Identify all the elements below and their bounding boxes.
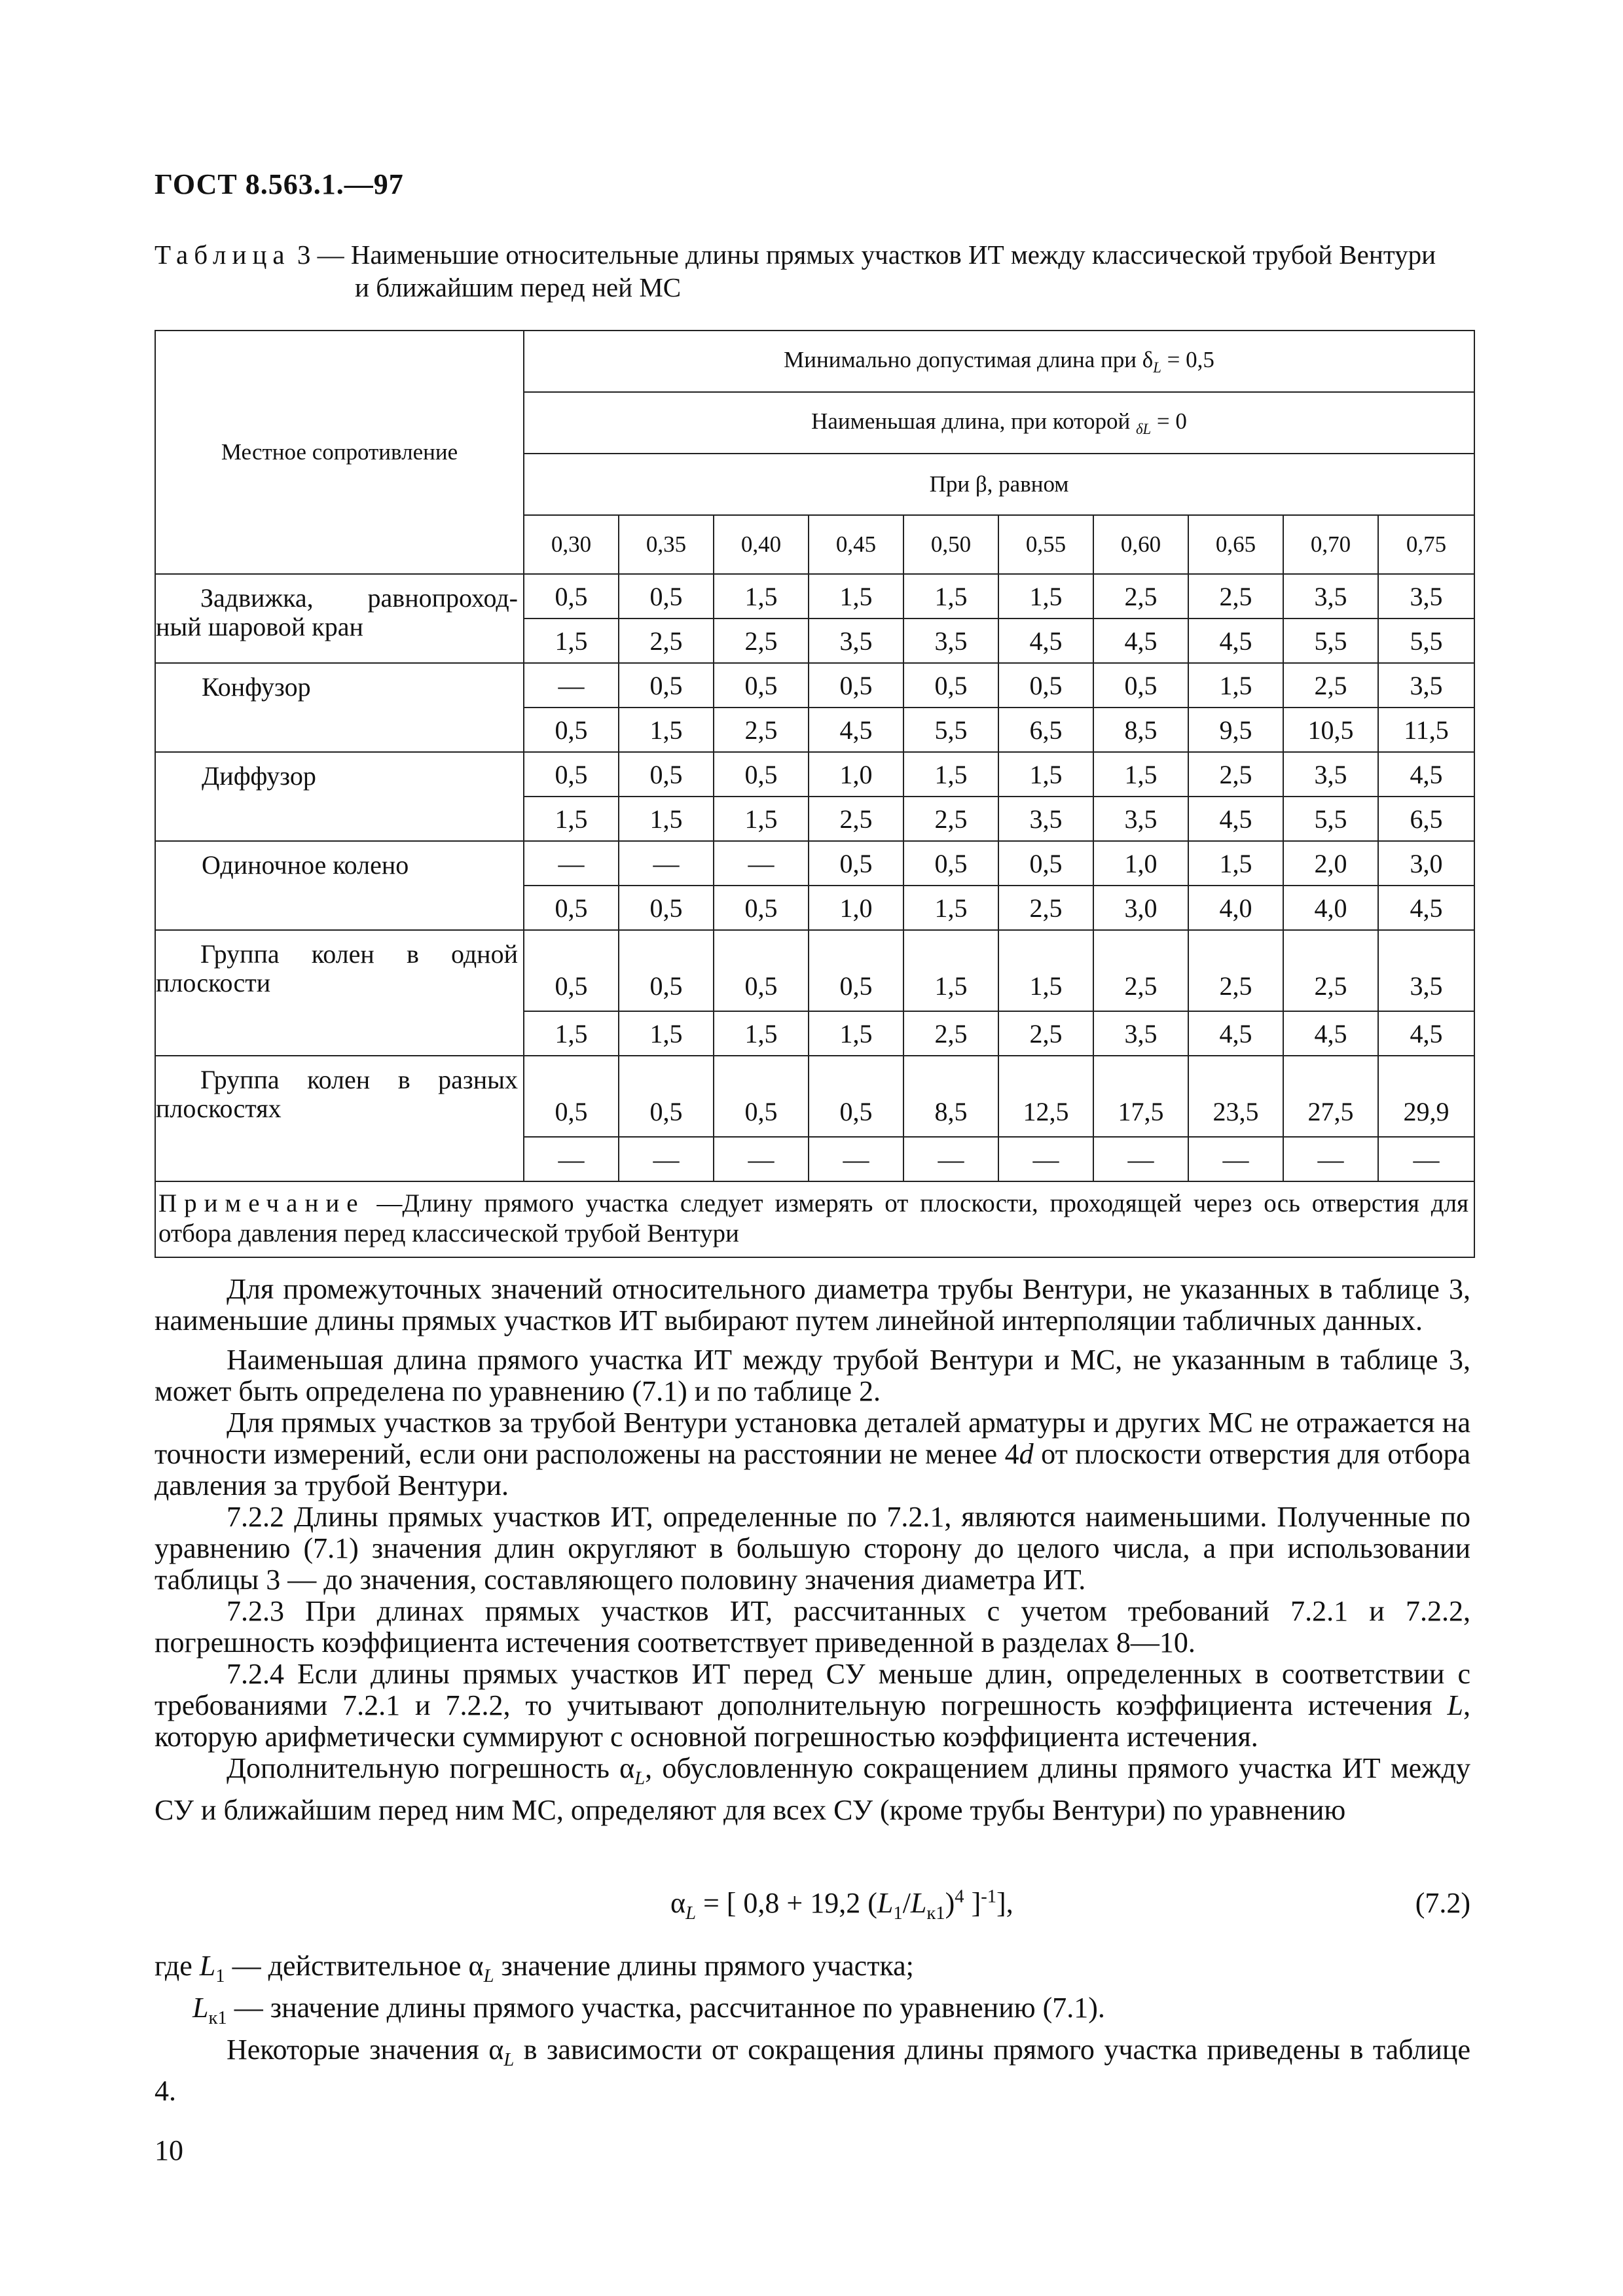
eq-powm1: -1	[981, 1886, 997, 1907]
table-cell: 0,5	[524, 708, 619, 752]
table-number: 3	[297, 240, 311, 270]
beta-header-cell: 0,50	[903, 515, 998, 574]
table-cell: 2,5	[1093, 930, 1188, 1011]
paragraph-italic: d	[1019, 1438, 1034, 1470]
header-least-length-text: Наименьшая длина, при которой	[811, 408, 1136, 434]
where-block	[155, 1950, 1470, 2107]
table-cell: —	[1283, 1137, 1378, 1181]
table-cell: 0,5	[524, 1056, 619, 1137]
eq-l1-sub: 1	[893, 1903, 903, 1924]
table-cell: 4,5	[1093, 619, 1188, 663]
table-cell: —	[524, 1137, 619, 1181]
row-label-text: Конфузор	[202, 672, 311, 702]
table-cell: 2,5	[1188, 752, 1283, 797]
eq-lhs: α	[670, 1887, 686, 1919]
table-cell: 3,5	[1378, 663, 1474, 708]
table-cell: 0,5	[619, 930, 714, 1011]
row-label-line1: Группа колен в разных	[200, 1065, 518, 1094]
paragraph-part: Некоторые значения α	[227, 2033, 504, 2066]
row-label	[155, 752, 524, 841]
table-cell: 1,5	[1188, 663, 1283, 708]
where-lk-sub: к1	[208, 2007, 227, 2028]
table-cell: 3,5	[1283, 752, 1378, 797]
beta-header-cell: 0,45	[809, 515, 903, 574]
note-label: Примечание	[158, 1189, 365, 1217]
header-least-length-sub: δL	[1135, 420, 1152, 437]
row-label	[155, 841, 524, 930]
row-label	[155, 574, 524, 663]
table-cell: 1,5	[1188, 841, 1283, 886]
table-cell: 1,0	[809, 886, 903, 930]
table-note	[155, 1181, 1474, 1257]
paragraph	[155, 1753, 1470, 1826]
table-cell: —	[1188, 1137, 1283, 1181]
table-cell: 4,5	[1188, 619, 1283, 663]
table-cell: 23,5	[1188, 1056, 1283, 1137]
table-cell: 0,5	[998, 841, 1093, 886]
equation-formula	[670, 1886, 1013, 1924]
table-cell: —	[809, 1137, 903, 1181]
table-cell: 27,5	[1283, 1056, 1378, 1137]
table-cell: —	[714, 1137, 809, 1181]
table-cell: 1,5	[809, 574, 903, 619]
table-row	[155, 574, 1474, 619]
paragraph: 7.2.3 При длинах прямых участков ИТ, рассчитанных с учетом требований 7.2.1 и 7.2.2, погрешность коэффициента истечения соответствует приведенной в разделах 8—10.	[155, 1595, 1470, 1659]
table-cell: —	[903, 1137, 998, 1181]
row-label-line2: плоскостях	[156, 1094, 282, 1123]
table-cell: 11,5	[1378, 708, 1474, 752]
eq-lk-sub: к1	[926, 1903, 945, 1924]
table-cell: 0,5	[714, 886, 809, 930]
table-cell: 0,5	[1093, 663, 1188, 708]
table-cell: 0,5	[998, 663, 1093, 708]
table-cell: 5,5	[1283, 797, 1378, 841]
table-3	[155, 330, 1475, 1258]
header-min-length	[524, 331, 1474, 392]
table-cell: 1,5	[903, 752, 998, 797]
eq-lhs-sub: L	[685, 1903, 696, 1924]
paragraph-italic: L	[1447, 1689, 1463, 1721]
where-text: — значение длины прямого участка, рассчитанное по уравнению (7.1).	[227, 1991, 1105, 2024]
document-header: ГОСТ 8.563.1.—97	[155, 168, 404, 200]
table-cell: 2,5	[998, 1011, 1093, 1056]
table-cell: 1,5	[714, 1011, 809, 1056]
body-text	[155, 1274, 1470, 1826]
eq-l1: L	[877, 1887, 894, 1919]
page-number: 10	[155, 2134, 183, 2166]
row-label-line2: ный шаровой кран	[156, 612, 363, 641]
paragraph-sub: L	[503, 2049, 515, 2070]
paragraph-part: , которую арифметически суммируют с основной погрешностью коэффициента истечения.	[155, 1689, 1470, 1753]
table-cell: 4,0	[1283, 886, 1378, 930]
row-label-text: Одиночное колено	[202, 850, 409, 880]
where-text: — действительное α	[225, 1950, 484, 1982]
table-cell: 2,5	[903, 797, 998, 841]
table-row	[155, 663, 1474, 708]
beta-header-cell: 0,70	[1283, 515, 1378, 574]
table-cell: —	[524, 663, 619, 708]
table-cell: 1,5	[714, 797, 809, 841]
beta-header-cell: 0,30	[524, 515, 619, 574]
paragraph: 7.2.2 Длины прямых участков ИТ, определенные по 7.2.1, являются наименьшими. Полученные по уравнению (7.1) значения длин округляют в большую сторону до целого числа, а при использовании таблицы 3 — до значения, составляющего половину значения диаметра ИТ.	[155, 1501, 1470, 1596]
table-cell: 1,5	[998, 574, 1093, 619]
table-cell: 2,5	[903, 1011, 998, 1056]
beta-header-cell: 0,60	[1093, 515, 1188, 574]
table-cell: 4,5	[1283, 1011, 1378, 1056]
table-cell: —	[524, 841, 619, 886]
table-cell: 1,5	[619, 797, 714, 841]
table-cell: 1,5	[714, 574, 809, 619]
table-cell: —	[998, 1137, 1093, 1181]
where-l1: L	[199, 1950, 216, 1982]
eq-tail: ],	[996, 1887, 1013, 1919]
table-cell: 1,0	[809, 752, 903, 797]
table-cell: 1,5	[619, 1011, 714, 1056]
table-cell: 0,5	[809, 1056, 903, 1137]
eq-middle: = [ 0,8 + 19,2 (	[695, 1887, 877, 1919]
table-row	[155, 752, 1474, 797]
table-cell: 2,5	[619, 619, 714, 663]
where-text2: значение длины прямого участка;	[494, 1950, 914, 1982]
table-cell: 0,5	[903, 841, 998, 886]
table-cell: 12,5	[998, 1056, 1093, 1137]
table-cell: 0,5	[524, 930, 619, 1011]
table-cell: 1,5	[903, 574, 998, 619]
where-line1	[155, 1950, 1470, 1992]
eq-slash: /	[902, 1887, 911, 1919]
table-cell: 3,5	[1093, 797, 1188, 841]
table-cell: 29,9	[1378, 1056, 1474, 1137]
table-cell: 2,5	[998, 886, 1093, 930]
paragraph-sub: L	[634, 1768, 646, 1789]
header-beta	[524, 454, 1474, 515]
paragraph: Наименьшая длина прямого участка ИТ между трубой Вентури и МС, не указанным в таблице 3, может быть определена по уравнению (7.1) и по таблице 2.	[155, 1344, 1470, 1407]
table-label: Таблица	[155, 240, 291, 270]
table-cell: 10,5	[1283, 708, 1378, 752]
table-cell: 1,5	[998, 930, 1093, 1011]
table-cell: 0,5	[809, 663, 903, 708]
paragraph-part: в зависимости от сокращения длины прямого участка приведены в таблице 4.	[155, 2033, 1470, 2108]
table-cell: 6,5	[998, 708, 1093, 752]
table-cell: 3,5	[1093, 1011, 1188, 1056]
table-cell: 2,5	[1283, 930, 1378, 1011]
table-cell: 17,5	[1093, 1056, 1188, 1137]
paragraph-part: Дополнительную погрешность α	[227, 1752, 635, 1784]
table-cell: 0,5	[619, 752, 714, 797]
table-cell: 2,5	[1188, 930, 1283, 1011]
table-cell: 5,5	[1378, 619, 1474, 663]
beta-header-cell: 0,65	[1188, 515, 1283, 574]
table-cell: 1,5	[998, 752, 1093, 797]
table-cell: —	[714, 841, 809, 886]
table-cell: 5,5	[1283, 619, 1378, 663]
where-line2	[155, 1992, 1470, 2034]
table-cell: 3,5	[1378, 930, 1474, 1011]
table-cell: 1,5	[1093, 752, 1188, 797]
where-l1-sub: 1	[215, 1965, 225, 1986]
table-cell: 4,5	[809, 708, 903, 752]
table-cell: 9,5	[1188, 708, 1283, 752]
header-min-length-text: Минимально допустимая длина при δ	[784, 346, 1154, 372]
eq-pow4: 4	[955, 1886, 964, 1907]
paragraph-part: Для прямых участков за трубой Вентури установка деталей арматуры и других МС не отражается на точности измерений, если они расположены на расстоянии не менее 4	[155, 1407, 1470, 1470]
table-cell: 4,5	[1378, 1011, 1474, 1056]
table-cell: 3,5	[903, 619, 998, 663]
table-cell: 0,5	[903, 663, 998, 708]
table-cell: 1,0	[1093, 841, 1188, 886]
table-cell: 1,5	[809, 1011, 903, 1056]
table-cell: 1,5	[524, 619, 619, 663]
header-min-length-sub: L	[1153, 359, 1161, 376]
table-cell: 8,5	[903, 1056, 998, 1137]
beta-header-cell: 0,35	[619, 515, 714, 574]
table-cell: 2,5	[714, 708, 809, 752]
table-cell: 0,5	[619, 886, 714, 930]
table-cell: 0,5	[714, 663, 809, 708]
table-cell: 5,5	[903, 708, 998, 752]
table-row	[155, 841, 1474, 886]
row-label-line1: Задвижка, равнопроход-	[200, 583, 518, 613]
table-cell: 1,5	[524, 1011, 619, 1056]
header-least-length-value: = 0	[1151, 408, 1187, 434]
table-cell: 0,5	[619, 574, 714, 619]
beta-header-cell: 0,75	[1378, 515, 1474, 574]
row-label	[155, 1056, 524, 1181]
table-cell: —	[1378, 1137, 1474, 1181]
table-cell: 3,0	[1378, 841, 1474, 886]
where-prefix: где	[155, 1950, 200, 1982]
paragraph-part: 7.2.4 Если длины прямых участков ИТ перед СУ меньше длин, определенных в соответствии с требованиями 7.2.1 и 7.2.2, то учитывают дополнительную погрешность коэффициента истечения	[155, 1658, 1470, 1721]
paragraph-part: , обусловленную сокращением длины прямого участка ИТ между СУ и ближайшим перед ним МС, определяют для всех СУ (кроме трубы Вентури) по уравнению	[155, 1752, 1470, 1826]
paragraph	[155, 1659, 1470, 1753]
table-row	[155, 930, 1474, 1011]
table-cell: 3,5	[1378, 574, 1474, 619]
table-caption	[155, 238, 1472, 304]
paragraph: Для промежуточных значений относительного диаметра трубы Вентури, не указанных в таблице 3, наименьшие длины прямых участков ИТ выбирают путем линейной интерполяции табличных данных.	[155, 1273, 1470, 1336]
row-label-line1: Группа колен в одной	[200, 939, 518, 969]
table-cell: 0,5	[619, 663, 714, 708]
table-cell: 2,5	[809, 797, 903, 841]
note-text: —Длину прямого участка следует измерять от плоскости, проходящей через ось отверстия для отбора давления перед классической трубой Вентури	[158, 1189, 1469, 1247]
table-cell: 2,5	[714, 619, 809, 663]
row-label-line2: плоскости	[156, 968, 271, 997]
table-cell: —	[1093, 1137, 1188, 1181]
table-cell: 1,5	[619, 708, 714, 752]
table-title-line1: — Наименьшие относительные длины прямых участков ИТ между классической трубой Вентури	[317, 240, 1436, 270]
table-cell: 0,5	[809, 841, 903, 886]
row-label	[155, 663, 524, 752]
table-cell: —	[619, 1137, 714, 1181]
eq-lk: L	[910, 1887, 927, 1919]
table-cell: 6,5	[1378, 797, 1474, 841]
table-cell: 3,5	[809, 619, 903, 663]
beta-header-cell: 0,40	[714, 515, 809, 574]
table-cell: 0,5	[714, 930, 809, 1011]
equation-number: (7.2)	[1415, 1887, 1470, 1919]
table-cell: 1,5	[903, 886, 998, 930]
column-header-resistance	[155, 331, 524, 574]
table-cell: 4,5	[1188, 1011, 1283, 1056]
table-cell: 0,5	[524, 574, 619, 619]
table-cell: 2,5	[1283, 663, 1378, 708]
header-least-length	[524, 392, 1474, 454]
table-cell: 2,5	[1188, 574, 1283, 619]
table-cell: 1,5	[524, 797, 619, 841]
table-cell: 3,5	[1283, 574, 1378, 619]
table-cell: —	[619, 841, 714, 886]
table-cell: 4,5	[998, 619, 1093, 663]
table-cell: 3,5	[998, 797, 1093, 841]
row-label	[155, 930, 524, 1056]
header-min-length-value: = 0,5	[1161, 346, 1214, 372]
header-beta-text: При β, равном	[929, 471, 1069, 497]
paragraph	[155, 1407, 1470, 1501]
paragraph-part: от плоскости отверстия для отбора давления за трубой Вентури.	[155, 1438, 1470, 1501]
table-cell: 2,5	[1093, 574, 1188, 619]
table-cell: 4,5	[1188, 797, 1283, 841]
table-note-row	[155, 1181, 1474, 1257]
table-cell: 2,0	[1283, 841, 1378, 886]
table-cell: 4,5	[1378, 886, 1474, 930]
where-lk: L	[192, 1991, 209, 2024]
table-row	[155, 1056, 1474, 1137]
table-cell: 0,5	[619, 1056, 714, 1137]
table-cell: 0,5	[524, 886, 619, 930]
table-cell: 3,0	[1093, 886, 1188, 930]
table-cell: 8,5	[1093, 708, 1188, 752]
table-title-line2: и ближайшим перед ней МС	[355, 272, 682, 302]
table-cell: 4,5	[1378, 752, 1474, 797]
eq-close: )	[945, 1887, 955, 1919]
eq-end: ]	[964, 1887, 981, 1919]
table-cell: 0,5	[714, 752, 809, 797]
paragraph	[155, 2034, 1470, 2108]
where-alpha-sub: L	[483, 1965, 494, 1986]
table-cell: 0,5	[809, 930, 903, 1011]
table-cell: 1,5	[903, 930, 998, 1011]
column-header-resistance-text: Местное сопротивление	[221, 439, 458, 465]
table-cell: 0,5	[524, 752, 619, 797]
beta-header-cell: 0,55	[998, 515, 1093, 574]
row-label-text: Диффузор	[202, 761, 316, 791]
table-cell: 4,0	[1188, 886, 1283, 930]
table-cell: 0,5	[714, 1056, 809, 1137]
